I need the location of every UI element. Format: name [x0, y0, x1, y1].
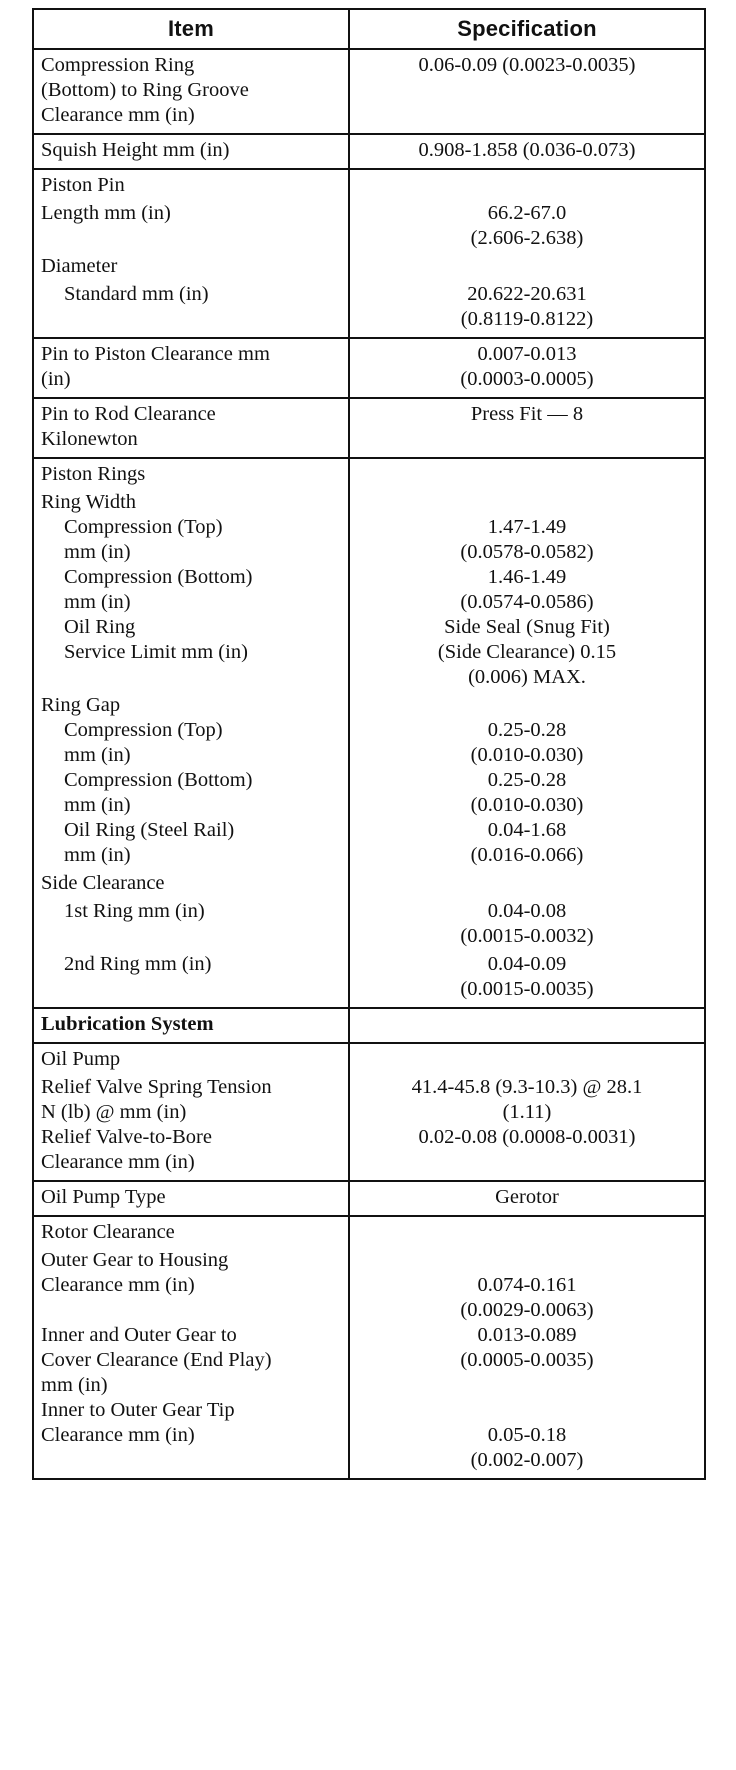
table-row — [33, 615, 705, 640]
table-row — [33, 690, 705, 718]
table-row — [33, 487, 705, 515]
spec-cell: Gerotor — [495, 1186, 559, 1208]
table-row — [33, 1181, 705, 1216]
item-column-header: Item — [33, 9, 349, 49]
table-row — [33, 198, 705, 251]
spec-cell: 0.007-0.013 (0.0003-0.0005) — [460, 343, 594, 390]
table-header-row — [33, 9, 705, 49]
item-cell: Inner and Outer Gear to Cover Clearance (End Play) mm (in) — [41, 1324, 272, 1396]
item-cell: Oil Ring (Steel Rail) mm (in) — [64, 819, 235, 866]
table-row — [33, 640, 705, 690]
item-cell: Compression (Top) mm (in) — [64, 719, 223, 766]
item-cell: Rotor Clearance — [41, 1221, 175, 1243]
item-cell: 1st Ring mm (in) — [64, 900, 205, 922]
spec-cell: 20.622-20.631 (0.8119-0.8122) — [460, 283, 594, 330]
spec-cell: 0.04-1.68 (0.016-0.066) — [470, 819, 584, 866]
table-row — [33, 251, 705, 279]
item-cell: Oil Ring — [64, 616, 136, 638]
table-row — [33, 1245, 705, 1323]
specification-table — [32, 8, 706, 1480]
spec-cell: 0.02-0.08 (0.0008-0.0031) — [418, 1126, 636, 1148]
table-row — [33, 868, 705, 896]
item-cell: Compression Ring (Bottom) to Ring Groove Clearance mm (in) — [41, 54, 249, 126]
table-row — [33, 279, 705, 338]
item-cell: Oil Pump — [41, 1048, 121, 1070]
spec-cell: 1.47-1.49 (0.0578-0.0582) — [460, 516, 594, 563]
spec-cell: Press Fit — 8 — [470, 403, 584, 425]
item-cell: Standard mm (in) — [64, 283, 209, 305]
table-row — [33, 1125, 705, 1181]
item-cell: Relief Valve Spring Tension N (lb) @ mm (in) — [41, 1076, 272, 1123]
spec-cell: 0.25-0.28 (0.010-0.030) — [470, 769, 584, 816]
table-row — [33, 768, 705, 818]
item-cell: Pin to Piston Clearance mm (in) — [41, 343, 270, 390]
spec-cell: 66.2-67.0 (2.606-2.638) — [470, 202, 584, 249]
item-cell: Ring Width — [41, 491, 137, 513]
spec-cell: Side Seal (Snug Fit) — [444, 616, 610, 638]
specification-column-header: Specification — [349, 9, 705, 49]
item-cell: Diameter — [41, 255, 118, 277]
table-row — [33, 1043, 705, 1072]
spec-cell: 0.04-0.09 (0.0015-0.0035) — [460, 953, 594, 1000]
table-row — [33, 818, 705, 868]
table-row — [33, 338, 705, 398]
item-cell: Compression (Bottom) mm (in) — [64, 566, 253, 613]
item-cell: Compression (Bottom) mm (in) — [64, 769, 253, 816]
table-row — [33, 1072, 705, 1125]
table-row — [33, 134, 705, 169]
table-row — [33, 1323, 705, 1398]
item-cell: Side Clearance — [41, 872, 165, 894]
item-cell: Relief Valve-to-Bore Clearance mm (in) — [41, 1126, 212, 1173]
spec-cell: (Side Clearance) 0.15 (0.006) MAX. — [437, 641, 617, 688]
item-cell: Outer Gear to Housing Clearance mm (in) — [41, 1249, 229, 1296]
spec-cell: 0.013-0.089 (0.0005-0.0035) — [460, 1324, 594, 1371]
item-cell: Piston Rings — [41, 463, 146, 485]
spec-cell: 0.04-0.08 (0.0015-0.0032) — [460, 900, 594, 947]
section-heading: Lubrication System — [41, 1013, 214, 1035]
table-row — [33, 458, 705, 487]
item-cell: Pin to Rod Clearance Kilonewton — [41, 403, 216, 450]
table-row — [33, 1216, 705, 1245]
item-cell: Compression (Top) mm (in) — [64, 516, 223, 563]
table-row — [33, 565, 705, 615]
spec-cell: 0.05-0.18 (0.002-0.007) — [470, 1424, 584, 1471]
table-row — [33, 49, 705, 134]
section-heading-row — [33, 1008, 705, 1043]
spec-cell: 41.4-45.8 (9.3-10.3) @ 28.1 (1.11) — [411, 1076, 643, 1123]
item-cell: Length mm (in) — [41, 202, 171, 224]
spec-cell: 1.46-1.49 (0.0574-0.0586) — [460, 566, 594, 613]
item-cell: Ring Gap — [41, 694, 121, 716]
table-row — [33, 949, 705, 1008]
spec-cell: 0.25-0.28 (0.010-0.030) — [470, 719, 584, 766]
table-row — [33, 896, 705, 949]
spec-cell: 0.06-0.09 (0.0023-0.0035) — [418, 54, 636, 76]
item-cell: Oil Pump Type — [41, 1186, 166, 1208]
item-cell: Inner to Outer Gear Tip Clearance mm (in) — [41, 1399, 235, 1446]
table-row — [33, 1398, 705, 1479]
table-row — [33, 718, 705, 768]
item-cell: Squish Height mm (in) — [41, 139, 230, 161]
table-row — [33, 169, 705, 198]
table-row — [33, 515, 705, 565]
item-cell: Service Limit mm (in) — [64, 641, 248, 663]
item-cell: Piston Pin — [41, 174, 125, 196]
spec-cell: 0.908-1.858 (0.036-0.073) — [418, 139, 636, 161]
table-row — [33, 398, 705, 458]
spec-cell: 0.074-0.161 (0.0029-0.0063) — [460, 1274, 594, 1321]
item-cell: 2nd Ring mm (in) — [64, 953, 212, 975]
